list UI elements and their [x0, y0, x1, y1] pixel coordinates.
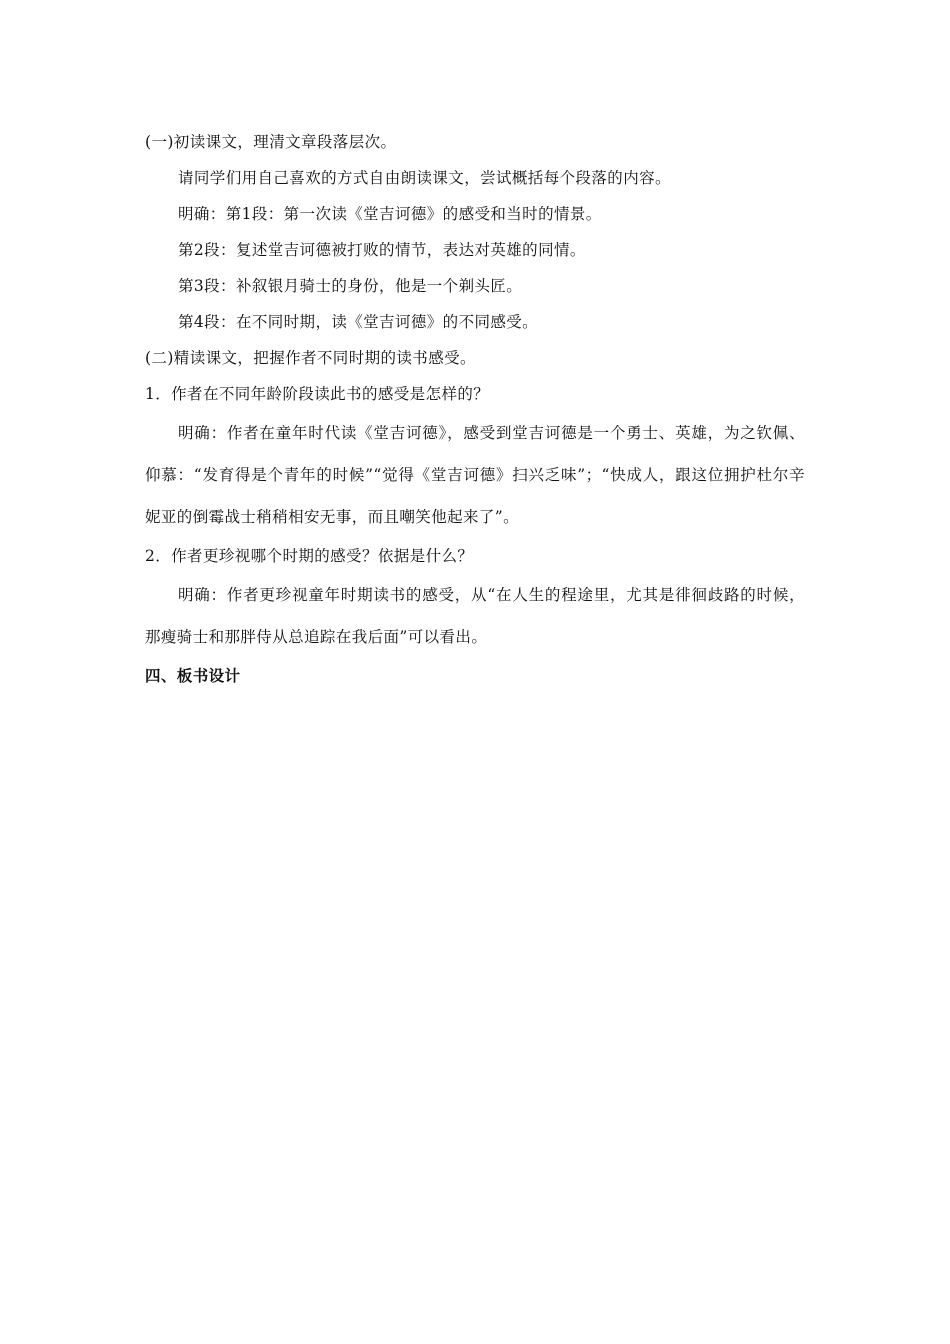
document-body: [145, 124, 810, 694]
paragraph-2-summary: 第2段：复述堂吉诃德被打败的情节，表达对英雄的同情。: [178, 241, 586, 259]
paragraph-1-summary: 明确：第1段：第一次读《堂吉诃德》的感受和当时的情景。: [178, 205, 602, 223]
paragraph-4-summary: 第4段：在不同时期，读《堂吉诃德》的不同感受。: [178, 313, 539, 331]
answer-2: 明确：作者更珍视童年时期读书的感受，从“在人生的程途里，尤其是徘徊歧路的时候，那瘦骑士和那胖侍从总追踪在我后面”可以看出。: [145, 586, 805, 646]
section-heading-board-design: 四、板书设计: [145, 667, 241, 685]
reading-instruction: 请同学们用自己喜欢的方式自由朗读课文，尝试概括每个段落的内容。: [178, 169, 671, 187]
question-2: 2．作者更珍视哪个时期的感受？依据是什么？: [145, 547, 474, 565]
section-heading-close-reading: (二)精读课文，把握作者不同时期的读书感受。: [145, 349, 476, 367]
section-heading-first-reading: (一)初读课文，理清文章段落层次。: [145, 133, 397, 151]
question-1: 1．作者在不同年龄阶段读此书的感受是怎样的？: [145, 385, 490, 403]
paragraph-3-summary: 第3段：补叙银月骑士的身份，他是一个剃头匠。: [178, 277, 523, 295]
answer-1: 明确：作者在童年时代读《堂吉诃德》，感受到堂吉诃德是一个勇士、英雄，为之钦佩、仰慕：“发育得是个青年的时候”“觉得《堂吉诃德》扫兴乏味”；“快成人，跟这位拥护杜尔辛妮亚的倒霉战士稍稍相安无事，而且嘲笑他起来了”。: [145, 424, 805, 526]
